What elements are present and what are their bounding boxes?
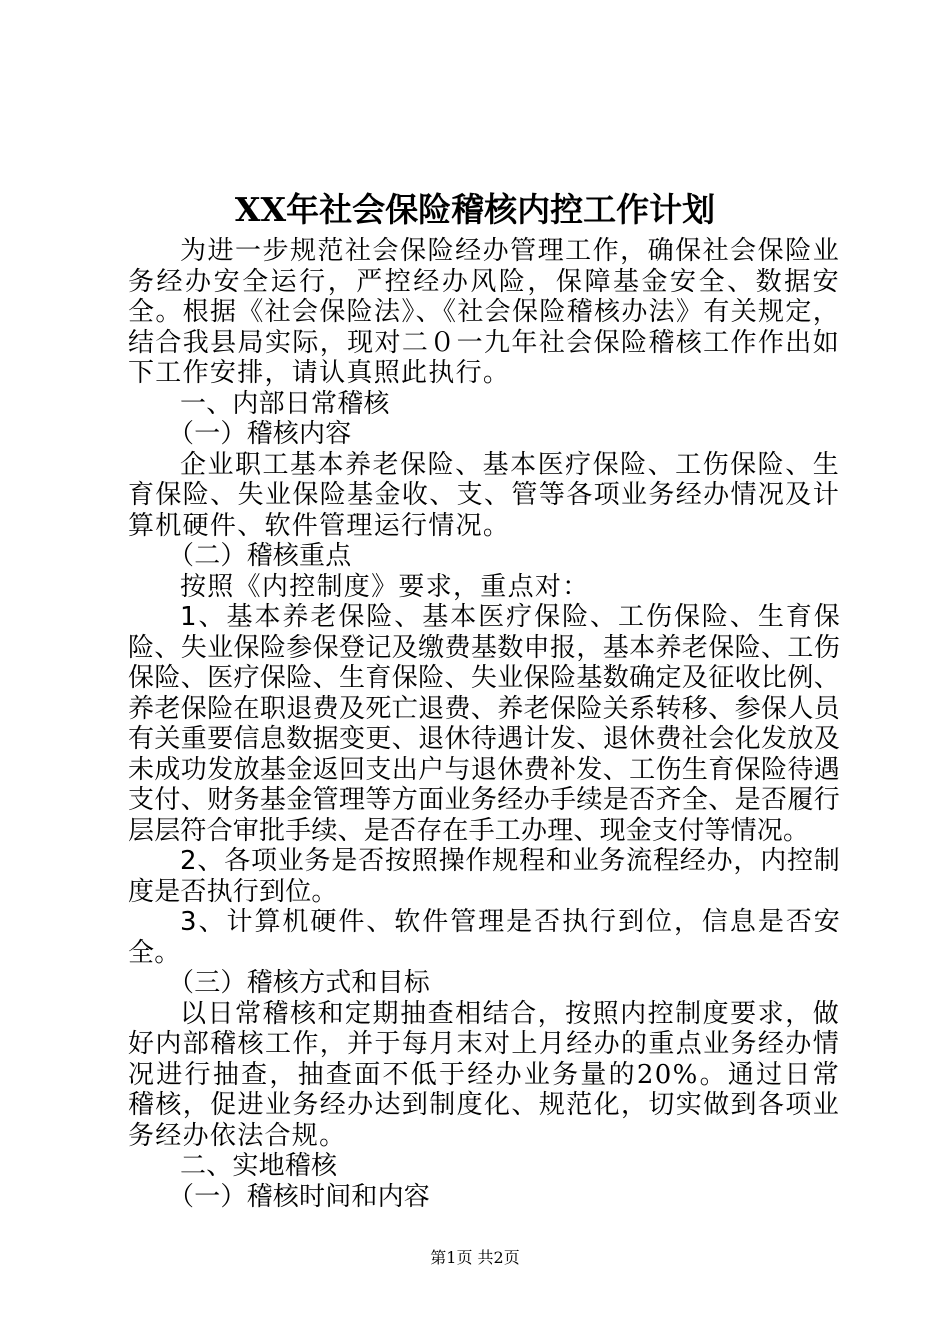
section-heading-2: 二、实地稽核 [180, 1151, 338, 1181]
subsection-heading-2-1: （一）稽核时间和内容 [168, 1181, 431, 1212]
subsection-heading-1-1: （一）稽核内容 [168, 419, 352, 449]
section-heading-1: 一、内部日常稽核 [180, 388, 390, 419]
list-item-3: 3、计算机硬件、软件管理是否执行到位，信息是否安全。 [128, 907, 840, 968]
page-footer: 第1页 共2页 [430, 1248, 520, 1267]
list-item-2: 2、各项业务是否按照操作规程和业务流程经办，内控制度是否执行到位。 [128, 846, 840, 907]
list-item-1: 1、基本养老保险、基本医疗保险、工伤保险、生育保险、失业保险参保登记及缴费基数申报，基本养老保险、工伤保险、医疗保险、生育保险、失业保险基数确定及征收比例、养老保险在职退费及死亡退费、养老保险关系转移、参保人员有关重要信息数据变更、退休待遇计发、退休费社会化发放及未成功发放基金返回支出户与退休费补发、工伤生育保险待遇支付、财务基金管理等方面业务经办手续是否齐全、是否履行层层符合审批手续、是否存在手工办理、现金支付等情况。 [128, 602, 840, 846]
subsection-heading-1-2: （二）稽核重点 [168, 541, 352, 571]
paragraph-1-3: 以日常稽核和定期抽查相结合，按照内控制度要求，做好内部稽核工作，并于每月末对上月经办的重点业务经办情况进行抽查，抽查面不低于经办业务量的20%。通过日常稽核，促进业务经办达到制度化、规范化，切实做到各项业务经办依法合规。 [128, 998, 840, 1151]
paragraph-1-2: 按照《内控制度》要求，重点对： [180, 571, 590, 602]
paragraph-1-1: 企业职工基本养老保险、基本医疗保险、工伤保险、生育保险、失业保险基金收、支、管等各项业务经办情况及计算机硬件、软件管理运行情况。 [128, 449, 840, 541]
subsection-heading-1-3: （三）稽核方式和目标 [168, 968, 431, 998]
intro-paragraph: 为进一步规范社会保险经办管理工作，确保社会保险业务经办安全运行，严控经办风险，保障基金安全、数据安全。根据《社会保险法》、《社会保险稽核办法》有关规定，结合我县局实际，现对二０一九年社会保险稽核工作作出如下工作安排，请认真照此执行。 [128, 236, 840, 388]
document-title: XX年社会保险稽核内控工作计划 [234, 190, 716, 229]
document-body [128, 236, 840, 1212]
